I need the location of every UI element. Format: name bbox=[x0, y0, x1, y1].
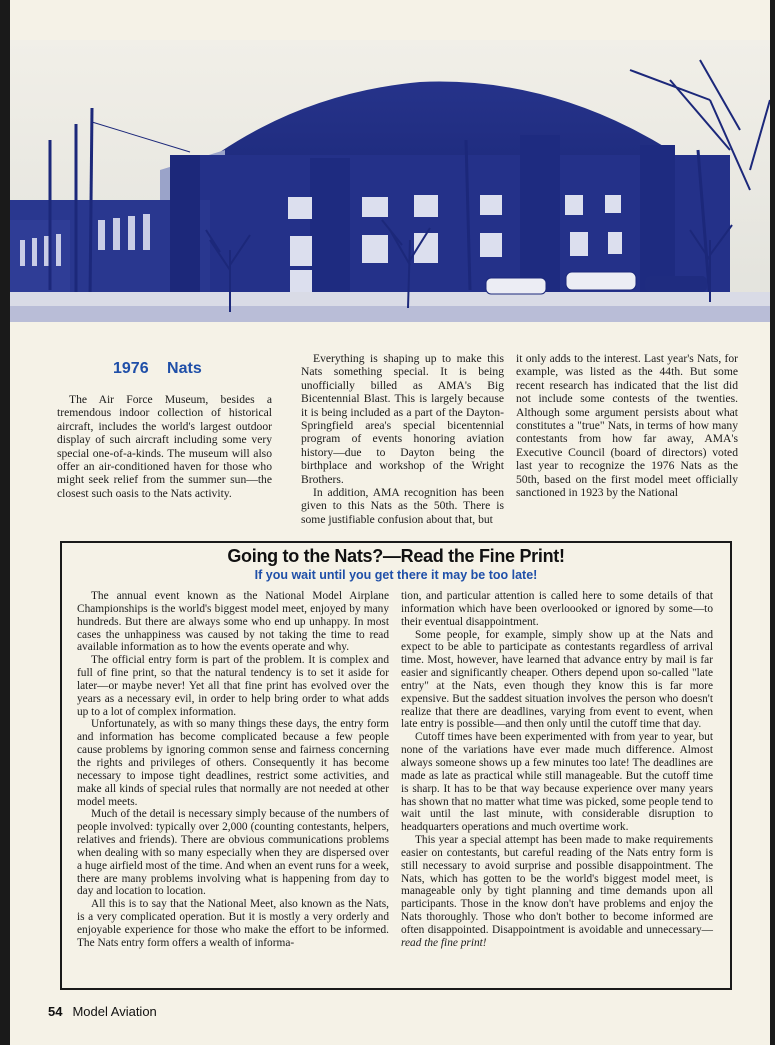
page-number: 54 bbox=[48, 1004, 63, 1019]
article-paragraph: Everything is shaping up to make this Nats something special. It is being unofficially billed as AMA's Big Bicentennial Blast. This is largely because it is being included as a part of the Dayton-Springfield area's special bicentennial program of events honoring aviation history—due to Dayton being the birthplace and workshop of the Wright Brothers. bbox=[301, 352, 504, 486]
article-paragraph: The Air Force Museum, besides a tremendous indoor collection of historical aircraft, includes the world's largest outdoor display of such aircraft including some very special one-of-a-kinds. The museum will also offer an air-conditioned haven for those who might seek relief from the summer sun—the closest such oasis to the Nats activity. bbox=[57, 393, 272, 500]
article-headline bbox=[113, 360, 202, 378]
sidebar-paragraph: Some people, for example, simply show up at the Nats and expect to be able to participate as contestants regardless of arrival time. Most, however, have learned that advance entry by mail is far easier and significantly cheaper. Others depend upon so-called "late entry" at the Nats, even though they know this is far more expensive. But the saddest situation involves the person who doesn't realize that there are deadlines, varying from event to event, when late entry is possible—and then only until the cutoff time that day. bbox=[401, 628, 713, 731]
closing-italic: read the fine print! bbox=[401, 936, 487, 949]
sidebar-paragraph: All this is to say that the National Meet, also known as the Nats, is a very complicated operation. But it is mostly a very orderly and enjoyable experience for those who make the effort to be informed. The Nats entry form offers a wealth of informa- bbox=[77, 898, 389, 949]
sidebar-subtitle: If you wait until you get there it may be too late! bbox=[254, 568, 538, 582]
sidebar-paragraph: tion, and particular attention is called here to some details of that information which have been overloooked or ignored by some—to their eventual disappointment. bbox=[401, 590, 713, 628]
page-footer bbox=[48, 1004, 157, 1019]
article-paragraph: it only adds to the interest. Last year's Nats, for example, was listed as the 44th. But some recent research has indicated that the list did not include some contests of the twenties. Although some argument persists about what constitutes a "true" Nats, in terms of how many contestants from how far away, AMA's Executive Council (board of directors) voted last year to recognize the 1976 Nats as the 50th, based on the first model meet officially sanctioned in 1923 by the National bbox=[516, 352, 738, 500]
closing-text: This year a special attempt has been made to make requirements easier on contestants, but careful reading of the Nats entry form is still necessary to avoid surprise and possible disappointment. The Nats, which has gotten to be the world's biggest model meet, is manageable only by tight planning and time demands upon all participants. Those in the know don't have problems and enjoy the Nats thoroughly. Those who don't bother to become informed are often disappointed. Disappointment is avoidable and unnecessary— bbox=[401, 834, 713, 936]
fine-print-sidebar bbox=[60, 541, 732, 990]
sidebar-paragraph: Cutoff times have been experimented with from year to year, but none of the variations have ever made much difference. Almost always someone shows up a few minutes too late! The deadlines are made as late as practical while still manageable. But the cutoff time is sharp. It has to be that way because experience over many years has shown that no matter what time was picked, some people tend to wait until the last minute, with considerable disruption to headquarters operations and much overtime work. bbox=[401, 731, 713, 834]
sidebar-paragraph: The annual event known as the National Model Airplane Championships is the world's biggest model meet, enjoyed by many hundreds. But there are always some who end up unhappy. In most cases the unhappiness was caused by not taking the time to read available information as to how the events operate and why. bbox=[77, 590, 389, 654]
magazine-name: Model Aviation bbox=[72, 1004, 157, 1019]
sidebar-column-left bbox=[77, 590, 389, 950]
sidebar-paragraph bbox=[401, 834, 713, 950]
sidebar-paragraph: Unfortunately, as with so many things these days, the entry form and information has become complicated because a few people cause problems by ignoring common sense and fairness concerning the rights and privileges of others. Consequently it has become necessary to impose tight deadlines, restrict some activities, and make all kinds of special rules that normally are not needed at other model meets. bbox=[77, 718, 389, 808]
article-paragraph: In addition, AMA recognition has been given to this Nats as the 50th. There is some justifiable confusion about that, but bbox=[301, 486, 504, 526]
sidebar-column-right bbox=[401, 590, 713, 950]
article-column-2 bbox=[301, 352, 504, 526]
sidebar-paragraph: The official entry form is part of the problem. It is complex and full of fine print, so that the natural tendency is to set it aside for later—or maybe never! Yet all that fine print has evolved over the years as a necessary evil, in order to help bring order to what adds up to a lot of complex information. bbox=[77, 654, 389, 718]
article-column-1 bbox=[57, 393, 272, 500]
sidebar-paragraph: Much of the detail is necessary simply because of the numbers of people involved: typically over 2,000 (counting contestants, helpers, relatives and friends). There are obvious communications problems when dealing with so many especially when they are dispersed over a huge airfield most of the time. And when an event runs for a week, there are many problems involving what is happening from day to day and location to location. bbox=[77, 808, 389, 898]
arena-photo-illustration bbox=[10, 40, 770, 322]
arena-photo bbox=[10, 40, 770, 322]
article-column-3 bbox=[516, 352, 738, 499]
headline-year: 1976 bbox=[113, 360, 149, 377]
headline-word: Nats bbox=[167, 360, 202, 377]
sidebar-title: Going to the Nats?—Read the Fine Print! bbox=[227, 546, 565, 566]
